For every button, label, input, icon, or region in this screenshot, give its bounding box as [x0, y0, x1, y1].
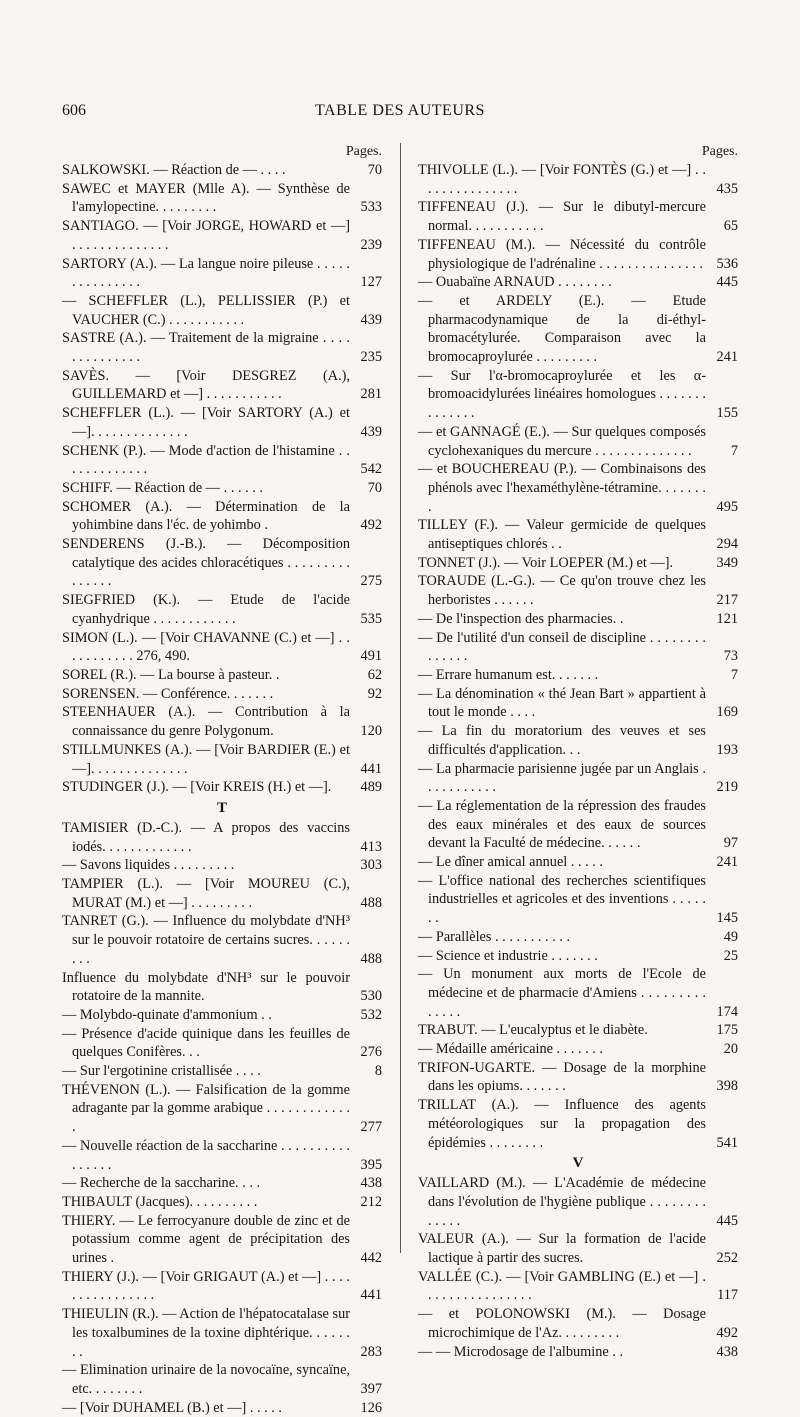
index-entry	[418, 666, 738, 685]
entry-page-number: 8	[374, 1063, 382, 1080]
index-entry	[418, 273, 738, 292]
entry-text: SCHOMER (A.). — Détermination de la yohimbine dans l'éc. de yohimbo .	[62, 498, 350, 534]
index-entry	[418, 161, 738, 198]
index-entry	[62, 292, 382, 329]
entry-page-number: 20	[723, 1041, 738, 1058]
index-entry	[62, 703, 382, 740]
entry-page-number: 193	[716, 741, 738, 758]
entry-page-number: 275	[360, 573, 382, 590]
entry-page-number: 49	[723, 928, 738, 945]
entry-text: VAILLARD (M.). — L'Académie de médecine dans l'évolution de l'hygiène publique . . . . . . . . . . . . .	[418, 1175, 706, 1229]
entry-text: — Science et industrie . . . . . . .	[418, 947, 598, 964]
entry-page-number: 491	[360, 648, 382, 665]
index-entry	[62, 442, 382, 479]
entry-page-number: 217	[716, 592, 738, 609]
entry-text: — De l'utilité d'un conseil de discipline . . . . . . . . . . . . . .	[418, 629, 706, 665]
entry-text: TIFFENEAU (M.). — Nécessité du contrôle physiologique de l'adrénaline . . . . . . . . . . . . . . .	[418, 236, 706, 272]
entry-page-number: 97	[723, 835, 738, 852]
entry-text: — La fin du moratorium des veuves et ses difficultés d'application. . .	[418, 723, 706, 758]
entry-text: — Parallèles . . . . . . . . . . .	[418, 928, 571, 945]
entry-page-number: 398	[716, 1078, 738, 1095]
index-entry	[62, 1212, 382, 1268]
entry-text: THIBAULT (Jacques). . . . . . . . . .	[62, 1193, 258, 1210]
entry-text: THIEULIN (R.). — Action de l'hépatocatalase sur les toxalbumines de la toxine diphtérique. . . . . . . .	[62, 1306, 350, 1360]
column-divider	[400, 143, 401, 1253]
entry-text: — SCHEFFLER (L.), PELLISSIER (P.) et VAUCHER (C.) . . . . . . . . . . .	[62, 292, 350, 328]
entry-text: — Elimination urinaire de la novocaïne, syncaïne, etc. . . . . . . .	[62, 1362, 350, 1397]
entry-page-number: 349	[716, 554, 738, 571]
index-entry	[418, 1343, 738, 1362]
entry-text: — Sur l'ergotinine cristallisée . . . .	[62, 1063, 261, 1080]
entry-text: TRIFON-UGARTE. — Dosage de la morphine dans les opiums. . . . . . .	[418, 1059, 706, 1095]
entry-page-number: 488	[360, 894, 382, 911]
index-entry	[418, 853, 738, 872]
entry-page-number: 492	[360, 517, 382, 534]
entry-page-number: 395	[360, 1156, 382, 1173]
entry-text: — Médaille américaine . . . . . . .	[418, 1041, 604, 1058]
entry-text: SARTORY (A.). — La langue noire pileuse . . . . . . . . . . . . . . .	[62, 255, 350, 291]
entry-text: VALLÉE (C.). — [Voir GAMBLING (E.) et —] . . . . . . . . . . . . . . . .	[418, 1268, 706, 1304]
index-entry	[62, 819, 382, 856]
index-entry	[62, 856, 382, 875]
entry-text: THIERY. — Le ferrocyanure double de zinc et de potassium comme agent de précipitation des urines .	[62, 1212, 350, 1267]
index-entry	[62, 741, 382, 778]
entry-text: SCHEFFLER (L.). — [Voir SARTORY (A.) et —]. . . . . . . . . . . . . .	[62, 405, 350, 440]
index-entry	[62, 1081, 382, 1137]
entry-text: — Nouvelle réaction de la saccharine . . . . . . . . . . . . . . . .	[62, 1137, 350, 1173]
entry-text: THIVOLLE (L.). — [Voir FONTÈS (G.) et —] . . . . . . . . . . . . . . .	[418, 162, 706, 197]
entry-page-number: 7	[730, 442, 738, 459]
index-entry	[62, 1025, 382, 1062]
entry-page-number: 281	[360, 386, 382, 403]
entry-page-number: 492	[716, 1324, 738, 1341]
entry-text: SASTRE (A.). — Traitement de la migraine . . . . . . . . . . . . . .	[62, 330, 350, 366]
entry-page-number: 145	[716, 910, 738, 927]
entry-text: — L'office national des recherches scientifiques industrielles et agricoles et des inventions . . . . . . .	[418, 872, 706, 927]
index-entry	[62, 1062, 382, 1081]
entry-text: STEENHAUER (A.). — Contribution à la connaissance du genre Polygonum.	[62, 704, 350, 740]
entry-page-number: 533	[360, 199, 382, 216]
entry-text: — La pharmacie parisienne jugée par un Anglais . . . . . . . . . . .	[418, 760, 706, 796]
index-entry	[62, 1305, 382, 1361]
entry-text: — Un monument aux morts de l'Ecole de médecine et de pharmacie d'Amiens . . . . . . . . . . . . . .	[418, 966, 706, 1020]
entry-page-number: 235	[360, 349, 382, 366]
index-entry	[418, 760, 738, 797]
index-entry	[62, 1137, 382, 1174]
entry-page-number: 212	[360, 1193, 382, 1210]
index-entry	[62, 180, 382, 217]
index-entry	[418, 685, 738, 722]
index-entry	[62, 1361, 382, 1398]
index-entry	[62, 255, 382, 292]
index-entry	[62, 1193, 382, 1212]
entry-page-number: 121	[716, 610, 738, 627]
entry-text: VALEUR (A.). — Sur la formation de l'acide lactique à partir des sucres.	[418, 1231, 706, 1267]
entry-page-number: 239	[360, 236, 382, 253]
index-entry	[62, 367, 382, 404]
entry-page-number: 438	[716, 1343, 738, 1360]
index-entry	[62, 666, 382, 685]
entry-page-number: 276	[360, 1044, 382, 1061]
entry-text: SENDERENS (J.-B.). — Décomposition catalytique des acides chloracétiques . . . . . . . . . . . . . . .	[62, 536, 350, 590]
entry-text: SANTIAGO. — [Voir JORGE, HOWARD et —] . . . . . . . . . . . . . .	[62, 218, 350, 253]
entry-text: THÉVENON (L.). — Falsification de la gomme adragante par la gomme arabique . . . . . . . . . . . . .	[62, 1081, 350, 1136]
entry-page-number: 532	[360, 1006, 382, 1023]
index-entry	[62, 1399, 382, 1417]
entry-text: SAWEC et MAYER (Mlle A). — Synthèse de l'amylopectine. . . . . . . . .	[62, 180, 350, 216]
entry-text: — Ouabaïne ARNAUD . . . . . . . .	[418, 274, 612, 291]
index-entry	[62, 1006, 382, 1025]
index-entry	[62, 329, 382, 366]
index-entry	[418, 1096, 738, 1152]
entry-text: — Présence d'acide quinique dans les feuilles de quelques Conifères. . .	[62, 1025, 350, 1061]
entry-page-number: 127	[360, 274, 382, 291]
entry-page-number: 252	[716, 1250, 738, 1267]
index-entry	[62, 685, 382, 704]
entry-page-number: 435	[716, 180, 738, 197]
index-entry	[418, 236, 738, 273]
entry-page-number: 155	[716, 405, 738, 422]
left-entries	[62, 161, 382, 1417]
index-entry	[62, 629, 382, 666]
index-entry	[62, 535, 382, 591]
index-entry	[62, 969, 382, 1006]
entry-page-number: 445	[716, 1212, 738, 1229]
entry-text: SIMON (L.). — [Voir CHAVANNE (C.) et —] . . . . . . . . . . . 276, 490.	[62, 629, 350, 665]
entry-page-number: 117	[717, 1287, 738, 1304]
entry-page-number: 62	[367, 666, 382, 683]
entry-page-number: 438	[360, 1175, 382, 1192]
entry-text: THIERY (J.). — [Voir GRIGAUT (A.) et —] . . . . . . . . . . . . . . . .	[62, 1268, 350, 1304]
entry-page-number: 175	[716, 1022, 738, 1039]
entry-text: TORAUDE (L.-G.). — Ce qu'on trouve chez les herboristes . . . . . .	[418, 573, 706, 609]
entry-page-number: 73	[723, 648, 738, 665]
index-entry	[418, 629, 738, 666]
entry-page-number: 25	[723, 947, 738, 964]
entry-text: — — Microdosage de l'albumine . .	[418, 1343, 624, 1360]
index-entry	[418, 572, 738, 609]
entry-page-number: 92	[367, 685, 382, 702]
entry-text: — Sur l'α-bromocaproylurée et les α-bromoacidylurées linéaires homologues . . . . . . . . . . . . . .	[418, 367, 706, 422]
entry-text: TANRET (G.). — Influence du molybdate d'NH³ sur le pouvoir rotatoire de certains sucres. . . . . . . . .	[62, 913, 350, 967]
entry-text: — De l'inspection des pharmacies. .	[418, 610, 624, 627]
index-entry	[418, 797, 738, 853]
entry-page-number: 536	[716, 255, 738, 272]
entry-page-number: 219	[716, 779, 738, 796]
entry-text: — La réglementation de la répression des fraudes des eaux minérales et des eaux de sources devant la Faculté de médecine. . . . . .	[418, 797, 706, 852]
entry-page-number: 65	[723, 218, 738, 235]
entry-text: SCHENK (P.). — Mode d'action de l'histamine . . . . . . . . . . . . .	[62, 442, 350, 478]
entry-page-number: 120	[360, 723, 382, 740]
entry-page-number: 277	[360, 1119, 382, 1136]
entry-text: SOREL (R.). — La bourse à pasteur. .	[62, 666, 280, 683]
index-entry	[62, 778, 382, 797]
running-title: TABLE DES AUTEURS	[315, 102, 485, 119]
index-entry	[62, 875, 382, 912]
entry-text: — et ARDELY (E.). — Etude pharmacodynamique de la di-éthyl-bromacétylurée. Comparaison avec la bromocaproylurée . . . . . . . . .	[418, 292, 706, 366]
entry-text: SCHIFF. — Réaction de — . . . . . .	[62, 479, 263, 496]
entry-text: SIEGFRIED (K.). — Etude de l'acide cyanhydrique . . . . . . . . . . . .	[62, 592, 350, 627]
entry-page-number: 489	[360, 779, 382, 796]
index-entry	[418, 292, 738, 367]
section-letter: T	[216, 799, 227, 816]
index-entry	[62, 404, 382, 441]
index-entry	[418, 947, 738, 966]
index-entry	[418, 367, 738, 423]
entry-text: — et GANNAGÉ (E.). — Sur quelques composés cyclohexaniques du mercure . . . . . . . . . . . . . .	[418, 423, 706, 459]
index-entry	[62, 479, 382, 498]
entry-page-number: 542	[360, 461, 382, 478]
entry-page-number: 397	[360, 1381, 382, 1397]
entry-text: TIFFENEAU (J.). — Sur le dibutyl-mercure normal. . . . . . . . . . .	[418, 199, 706, 235]
entry-text: TAMPIER (L.). — [Voir MOUREU (C.), MURAT (M.) et —] . . . . . . . . .	[62, 876, 350, 911]
index-entry	[418, 1230, 738, 1267]
entry-page-number: 283	[360, 1343, 382, 1360]
entry-text: TRILLAT (A.). — Influence des agents météorologiques sur la propagation des épidémies . . . . . . . .	[418, 1097, 706, 1151]
entry-page-number: 445	[716, 274, 738, 291]
pages-label: Pages.	[701, 144, 738, 159]
right-column	[418, 143, 738, 1361]
index-entry	[62, 161, 382, 180]
entry-page-number: 488	[360, 950, 382, 967]
index-entry	[62, 498, 382, 535]
entry-text: — [Voir DUHAMEL (B.) et —] . . . . .	[62, 1399, 282, 1416]
index-entry	[418, 1059, 738, 1096]
index-entry	[418, 1021, 738, 1040]
index-entry	[62, 591, 382, 628]
entry-page-number: 70	[367, 479, 382, 496]
entry-page-number: 441	[360, 1287, 382, 1304]
entry-page-number: 294	[716, 536, 738, 553]
entry-text: SALKOWSKI. — Réaction de — . . . .	[62, 162, 286, 178]
right-entries	[418, 161, 738, 1361]
entry-text: SORENSEN. — Conférence. . . . . . .	[62, 685, 274, 702]
entry-text: — La dénomination « thé Jean Bart » appartient à tout le monde . . . .	[418, 685, 706, 721]
entry-page-number: 7	[730, 666, 738, 683]
entry-text: Influence du molybdate d'NH³ sur le pouvoir rotatoire de la mannite.	[62, 969, 350, 1005]
index-entry	[418, 1040, 738, 1059]
entry-text: STUDINGER (J.). — [Voir KREIS (H.) et —].	[62, 779, 332, 796]
index-entry	[418, 516, 738, 553]
index-entry	[418, 554, 738, 573]
entry-page-number: 495	[716, 498, 738, 515]
entry-text: — Molybdo-quinate d'ammonium . .	[62, 1006, 272, 1023]
entry-text: — et POLONOWSKI (M.). — Dosage microchimique de l'Az. . . . . . . . .	[418, 1306, 706, 1341]
entry-page-number: 303	[360, 857, 382, 874]
entry-text: — Recherche de la saccharine. . . .	[62, 1175, 261, 1192]
entry-text: TAMISIER (D.-C.). — A propos des vaccins iodés. . . . . . . . . . . . .	[62, 819, 350, 855]
index-entry	[418, 1174, 738, 1230]
page-number: 606	[62, 102, 86, 119]
entry-text: STILLMUNKES (A.). — [Voir BARDIER (E.) et —]. . . . . . . . . . . . . .	[62, 741, 350, 777]
index-entry	[418, 965, 738, 1021]
index-entry	[418, 198, 738, 235]
entry-page-number: 169	[716, 704, 738, 721]
entry-page-number: 413	[360, 838, 382, 855]
left-column	[62, 143, 382, 1417]
entry-page-number: 439	[360, 311, 382, 328]
entry-page-number: 530	[360, 988, 382, 1005]
index-entry	[62, 1268, 382, 1305]
entry-page-number: 70	[367, 162, 382, 178]
entry-page-number: 442	[360, 1250, 382, 1267]
index-entry	[418, 872, 738, 928]
index-entry	[418, 610, 738, 629]
index-entry	[62, 217, 382, 254]
index-entry	[418, 460, 738, 516]
entry-text: TRABUT. — L'eucalyptus et le diabète.	[418, 1022, 648, 1039]
index-entry	[62, 1174, 382, 1193]
entry-page-number: 241	[716, 854, 738, 871]
entry-page-number: 174	[716, 1003, 738, 1020]
entry-text: TONNET (J.). — Voir LOEPER (M.) et —].	[418, 554, 674, 571]
entry-text: — et BOUCHEREAU (P.). — Combinaisons des phénols avec l'hexaméthylène-tétramine. . . . . . . .	[418, 461, 706, 515]
index-entry	[418, 722, 738, 759]
index-entry	[418, 1305, 738, 1342]
page-header	[0, 102, 800, 126]
section-letter: V	[572, 1155, 584, 1172]
index-entry	[418, 423, 738, 460]
entry-page-number: 126	[360, 1399, 382, 1416]
entry-text: SAVÈS. — [Voir DESGREZ (A.), GUILLEMARD et —] . . . . . . . . . . .	[62, 367, 350, 403]
entry-page-number: 541	[716, 1134, 738, 1151]
entry-page-number: 241	[716, 349, 738, 366]
entry-text: — Le dîner amical annuel . . . . .	[418, 854, 604, 871]
index-entry	[418, 1268, 738, 1305]
entry-page-number: 441	[360, 760, 382, 777]
index-entry	[62, 912, 382, 968]
pages-label: Pages.	[345, 144, 382, 159]
index-entry	[418, 928, 738, 947]
entry-text: TILLEY (F.). — Valeur germicide de quelques antiseptiques chlorés . .	[418, 517, 706, 553]
entry-text: — Savons liquides . . . . . . . . .	[62, 857, 235, 874]
entry-page-number: 535	[360, 610, 382, 627]
entry-text: — Errare humanum est. . . . . . .	[418, 666, 599, 683]
entry-page-number: 439	[360, 423, 382, 440]
